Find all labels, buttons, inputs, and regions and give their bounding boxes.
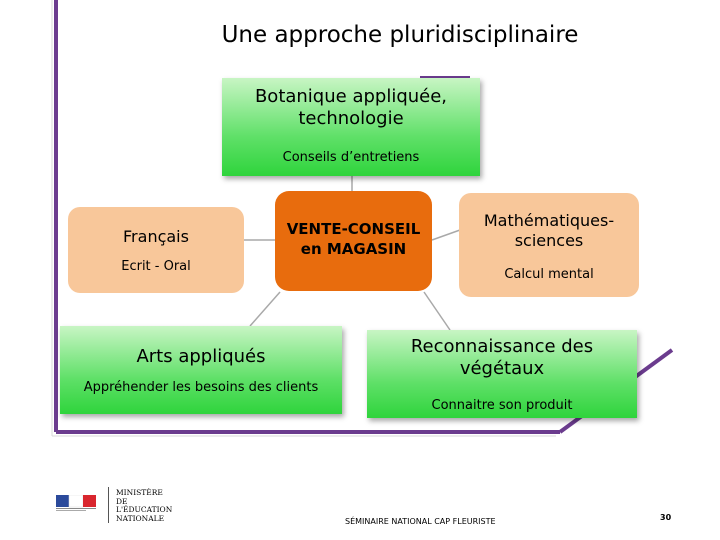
vente-conseil-box: [275, 191, 432, 291]
reconnaissance-box: [367, 330, 637, 418]
reconnaissance-subtitle: Connaitre son produit: [431, 398, 573, 413]
reconnaissance-title-line1: Reconnaissance des: [410, 336, 594, 357]
logo-line1: MINISTÈRE: [116, 488, 163, 497]
mathematiques-title-line1: Mathématiques-: [483, 211, 615, 230]
arts-appliques-box: [60, 326, 342, 414]
republique-flag-icon: [56, 495, 96, 511]
botanique-subtitle: Conseils d’entretiens: [282, 150, 420, 165]
connector-bottom-left: [250, 292, 280, 326]
arts-appliques-title: Arts appliqués: [136, 346, 266, 367]
slide-title: Une approche pluridisciplinaire: [221, 22, 579, 48]
connector-bottom-right: [424, 292, 450, 330]
footer-text: SÉMINAIRE NATIONAL CAP FLEURISTE: [345, 517, 496, 526]
botanique-box: [222, 78, 480, 176]
vente-conseil-line1: VENTE-CONSEIL: [286, 220, 421, 238]
francais-title: Français: [123, 227, 189, 246]
logo-line2: DE L'ÉDUCATION: [116, 496, 173, 514]
ministere-logo: [52, 487, 173, 523]
arts-appliques-subtitle: Appréhender les besoins des clients: [83, 380, 319, 395]
botanique-title-line2: technologie: [298, 108, 404, 129]
mathematiques-title-line2: sciences: [514, 231, 584, 250]
botanique-title-line1: Botanique appliquée,: [254, 86, 448, 107]
reconnaissance-title-line2: végétaux: [459, 358, 545, 379]
page-number: 30: [660, 513, 672, 522]
logo-line3: NATIONALE: [116, 513, 165, 523]
vente-conseil-line2: en MAGASIN: [300, 240, 407, 258]
francais-box: [68, 207, 244, 293]
francais-subtitle: Ecrit - Oral: [121, 259, 191, 274]
mathematiques-subtitle: Calcul mental: [504, 267, 594, 282]
logo-divider: [108, 487, 109, 523]
mathematiques-box: [459, 193, 639, 297]
connector-right: [432, 230, 460, 240]
